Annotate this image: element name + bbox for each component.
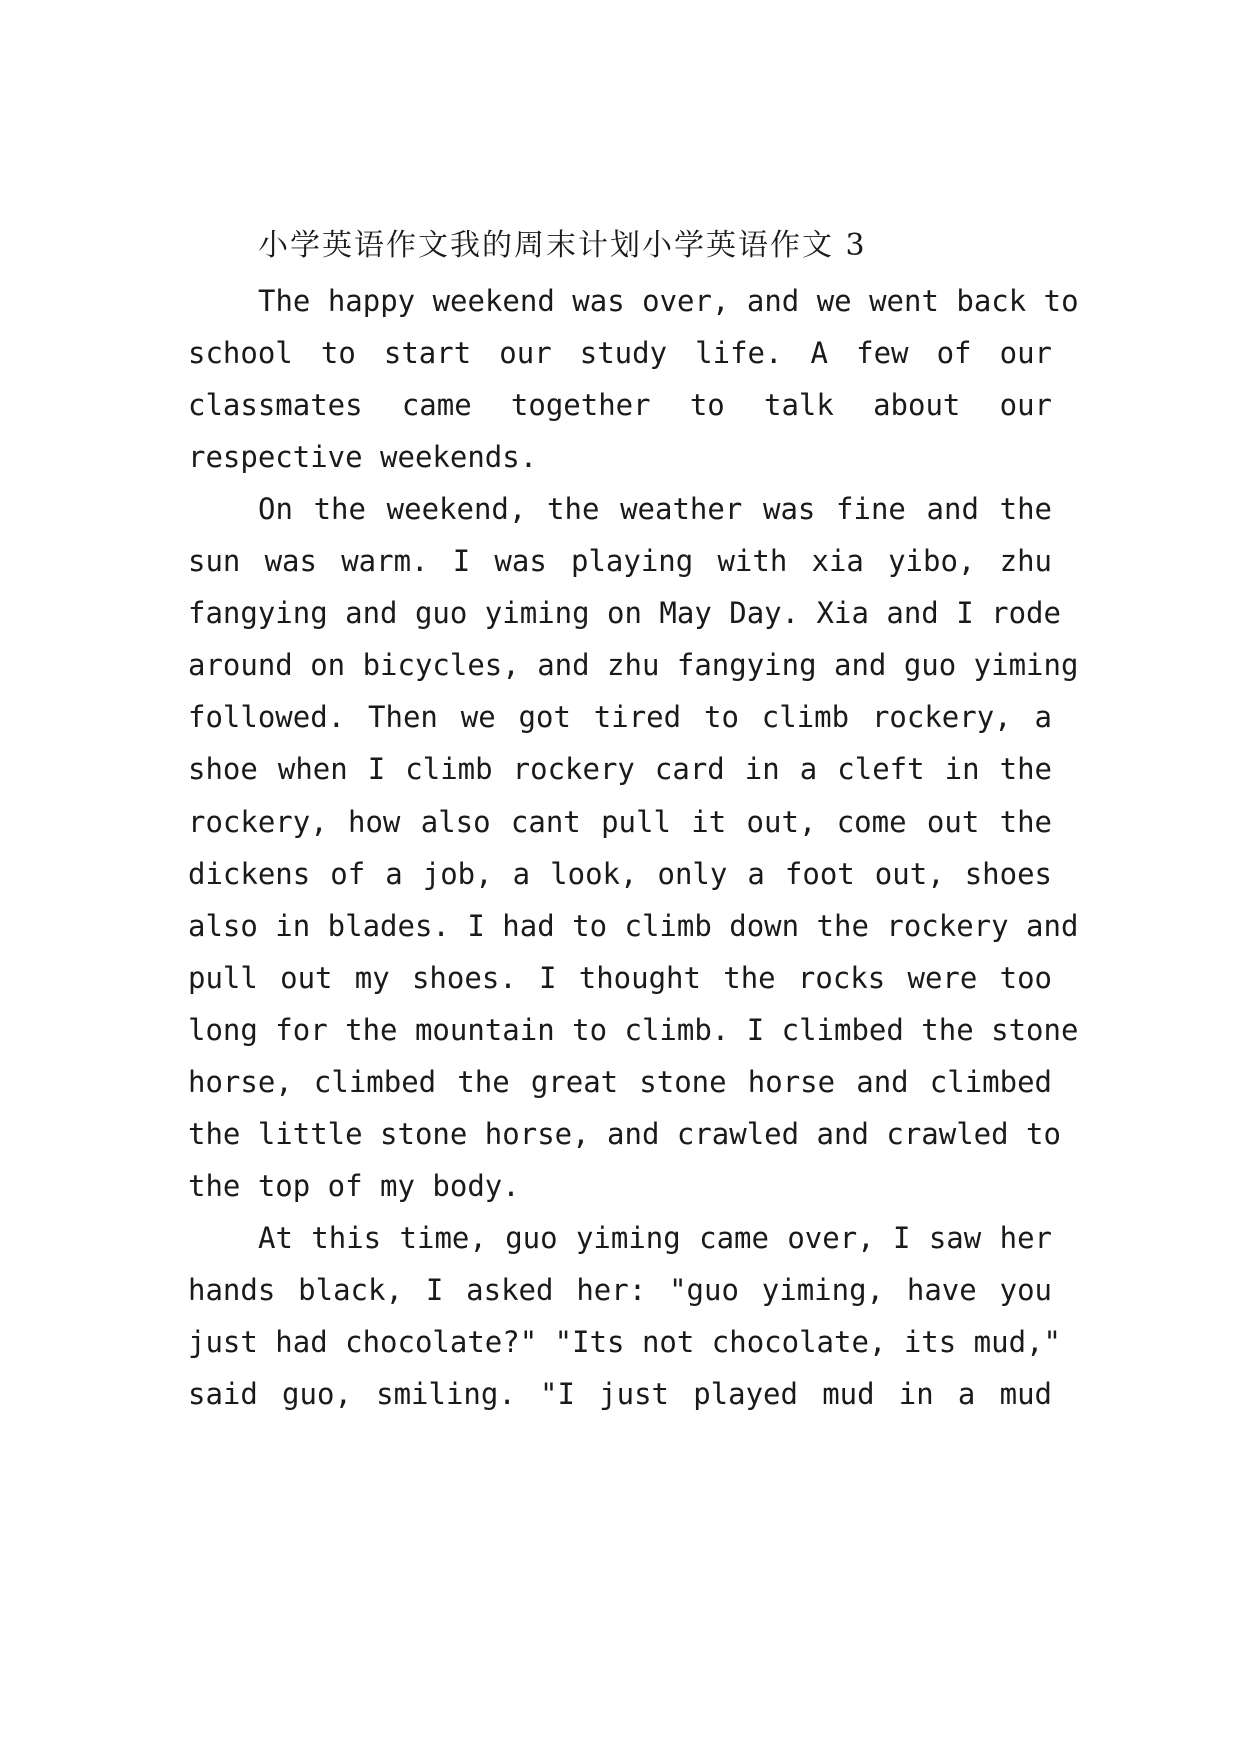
text-line: On the weekend, the weather was fine and the — [258, 492, 1052, 526]
text-line: school to start our study life. A few of our — [188, 336, 1052, 370]
text-line: horse, climbed the great stone horse and climbed — [188, 1065, 1052, 1099]
text-line: the little stone horse, and crawled and crawled to — [188, 1117, 1061, 1151]
text-line: long for the mountain to climb. I climbed the stone — [188, 1013, 1079, 1047]
text-line: At this time, guo yiming came over, I saw her — [258, 1221, 1052, 1255]
text-line: shoe when I climb rockery card in a cleft in the — [188, 752, 1052, 786]
text-line: rockery, how also cant pull it out, come out the — [188, 805, 1052, 839]
text-line: dickens of a job, a look, only a foot out, shoes — [188, 857, 1052, 891]
text-line: sun was warm. I was playing with xia yibo, zhu — [188, 544, 1052, 578]
text-line: said guo, smiling. "I just played mud in a mud — [188, 1377, 1052, 1411]
text-line: hands black, I asked her: "guo yiming, have you — [188, 1273, 1052, 1307]
document-title: 小学英语作文我的周末计划小学英语作文 3 — [258, 228, 867, 263]
text-line: respective weekends. — [188, 440, 538, 474]
text-line: followed. Then we got tired to climb rockery, a — [188, 700, 1052, 734]
text-line: classmates came together to talk about our — [188, 388, 1052, 422]
text-line: also in blades. I had to climb down the rockery and — [188, 909, 1079, 943]
text-line: just had chocolate?" "Its not chocolate, its mud," — [188, 1325, 1061, 1359]
text-line: around on bicycles, and zhu fangying and guo yiming — [188, 648, 1079, 682]
text-line: fangying and guo yiming on May Day. Xia and I rode — [188, 596, 1061, 630]
text-line: the top of my body. — [188, 1169, 520, 1203]
text-line: pull out my shoes. I thought the rocks were too — [188, 961, 1052, 995]
text-line: The happy weekend was over, and we went back to — [258, 284, 1079, 318]
